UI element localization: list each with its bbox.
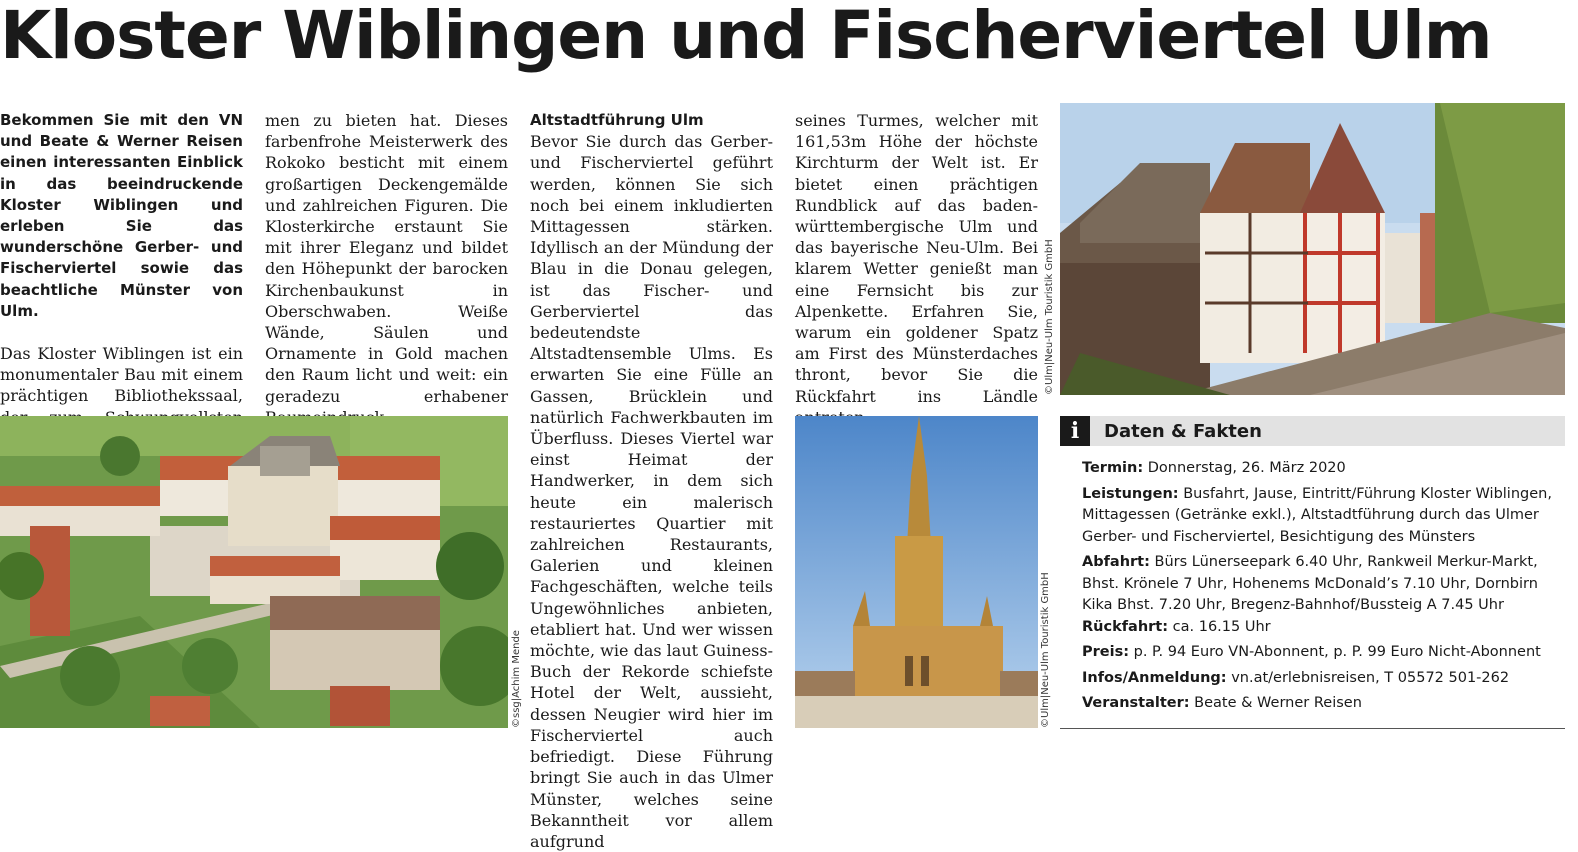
photo-credit-muenster: ©Ulm|Neu-Ulm Touristik GmbH [1040,572,1051,728]
facts-body [1060,446,1565,715]
facts-value: Beate & Werner Reisen [1194,695,1362,711]
headline: Kloster Wiblingen und Fischerviertel Ulm [0,0,1492,74]
facts-value: Bürs Lünerseepark 6.40 Uhr, Rankweil Merkur-Markt, Bhst. Krönele 7 Uhr, Hohenems McDonald’s 7.10 Uhr, Dornbirn Kika Bhst. 7.20 Uhr, Bregenz-Bahnhof/Bussteig A 7.45 Uhr [1082,554,1538,613]
facts-label: Leistungen: [1082,485,1179,502]
facts-header [1060,416,1565,446]
article-column-4 [795,110,1038,449]
facts-label: Veranstalter: [1082,695,1190,711]
facts-row-veranstalter [1082,693,1555,715]
facts-row-preis [1082,642,1555,664]
facts-link[interactable]: vn.at/erlebnisreisen, T 05572 501-262 [1231,669,1510,686]
facts-value: Donnerstag, 26. März 2020 [1147,460,1346,476]
body-paragraph: seines Turmes, welcher mit 161,53m Höhe der höchste Kirchturm der Welt ist. Er bietet einen prächtigen Rundblick auf das baden-württembergische Ulm und das bayerische Neu-Ulm. Bei klarem Wetter genießt man eine Fernsicht bis zur Alpenkette. Erfahren Sie, warum ein goldener Spatz am First des Münsterdaches thront, bevor Sie die Rückfahrt ins Ländle [795,111,1038,406]
photo-credit-kloster: ©ssg|Achim Mende [511,630,522,728]
facts-label: Rückfahrt: [1082,618,1169,635]
ulmer-muenster-illustration [795,416,1038,728]
facts-row-rueckfahrt [1082,617,1555,639]
info-icon: i [1060,416,1090,446]
facts-box [1060,416,1565,729]
facts-label: Preis: [1082,644,1130,660]
facts-label: Abfahrt: [1082,554,1150,570]
facts-row-leistungen [1082,484,1555,549]
facts-value: Busfahrt, Jause, Eintritt/Führung Kloster Wiblingen, Mittagessen (Getränke exkl.), Altstadtführung durch das Ulmer Gerber- und Fischerviertel, Besichtigung des Münsters [1082,485,1552,545]
photo-credit-fischerviertel: ©Ulm|Neu-Ulm Touristik GmbH [1044,239,1055,395]
body-paragraph: men zu bieten hat. Dieses farbenfrohe Meisterwerk des Rokoko besticht mit einem großartigen Deckengemälde und zahlreichen Figuren. Die Klosterkirche erstaunt Sie mit ihrer Eleganz und bildet den Höhepunkt der barocken Kirchenbaukunst in Oberschwaben. Weiße Wände, Säulen und Ornamente in Gold machen den Raum licht und weit: ein geradezu erhabener [265,111,508,406]
body-paragraph: Bevor Sie durch das Gerber- und Fischerviertel geführt werden, können Sie sich noch bei einem inkludierten Mittagessen stärken. Idyllisch an der Mündung der Blau in die Donau gelegen, ist das Fischer- und Gerberviertel das bedeutendste Altstadtensemble Ulms. Es erwarten Sie eine Fülle an Gassen, Brücklein und natürlich Fachwerkbauten im Überfluss. Dieses Viertel war einst Heimat der Handwerker, in dem sich heute ein malerisch restauriertes Quartier mit zahlreichen Restaurants, Galerien und kleinen Fachgeschäften, welche teils Ungewöhnliches anbieten, etabliert hat. Und wer wissen möchte, wie das laut Guiness-Buch der Rekorde schiefste Hotel der Welt, aussieht, dessen Neugier wird hier im Fischerviertel auch befriedigt. Diese Führung bringt Sie auch in das Ulmer Münster, welches seine Bekanntheit vor allem aufgrund [530,132,773,851]
body-paragraph: Das Kloster Wiblingen ist ein monumentaler Bau mit einem prächtigen Bibliothekssaal, [0,344,243,406]
facts-row-infos [1082,668,1555,690]
ulmer-muenster-photo [795,416,1038,728]
lead-paragraph: Bekommen Sie mit den VN und Beate & Werner Reisen einen interessanten Einblick in das beeindruckende Kloster Wiblingen und erleben Sie das wunderschöne Gerber- und Fischerviertel sowie das beachtliche Münster von Ulm. [0,111,243,320]
article-column-2 [265,110,508,428]
facts-row-abfahrt [1082,552,1555,617]
kloster-wiblingen-illustration [0,416,508,728]
facts-row-termin [1082,458,1555,480]
facts-title: Daten & Fakten [1104,420,1262,442]
facts-label: Infos/Anmeldung: [1082,669,1227,686]
facts-label: Termin: [1082,460,1144,476]
subheading: Altstadtführung Ulm [530,111,704,129]
fischerviertel-photo [1060,103,1565,395]
kloster-wiblingen-photo [0,416,508,728]
article-column-3 [530,110,773,852]
facts-value: ca. 16.15 Uhr [1172,618,1271,635]
fischerviertel-illustration [1060,103,1565,395]
facts-value: p. P. 94 Euro VN-Abonnent, p. P. 99 Euro Nicht-Abonnent [1133,644,1541,660]
